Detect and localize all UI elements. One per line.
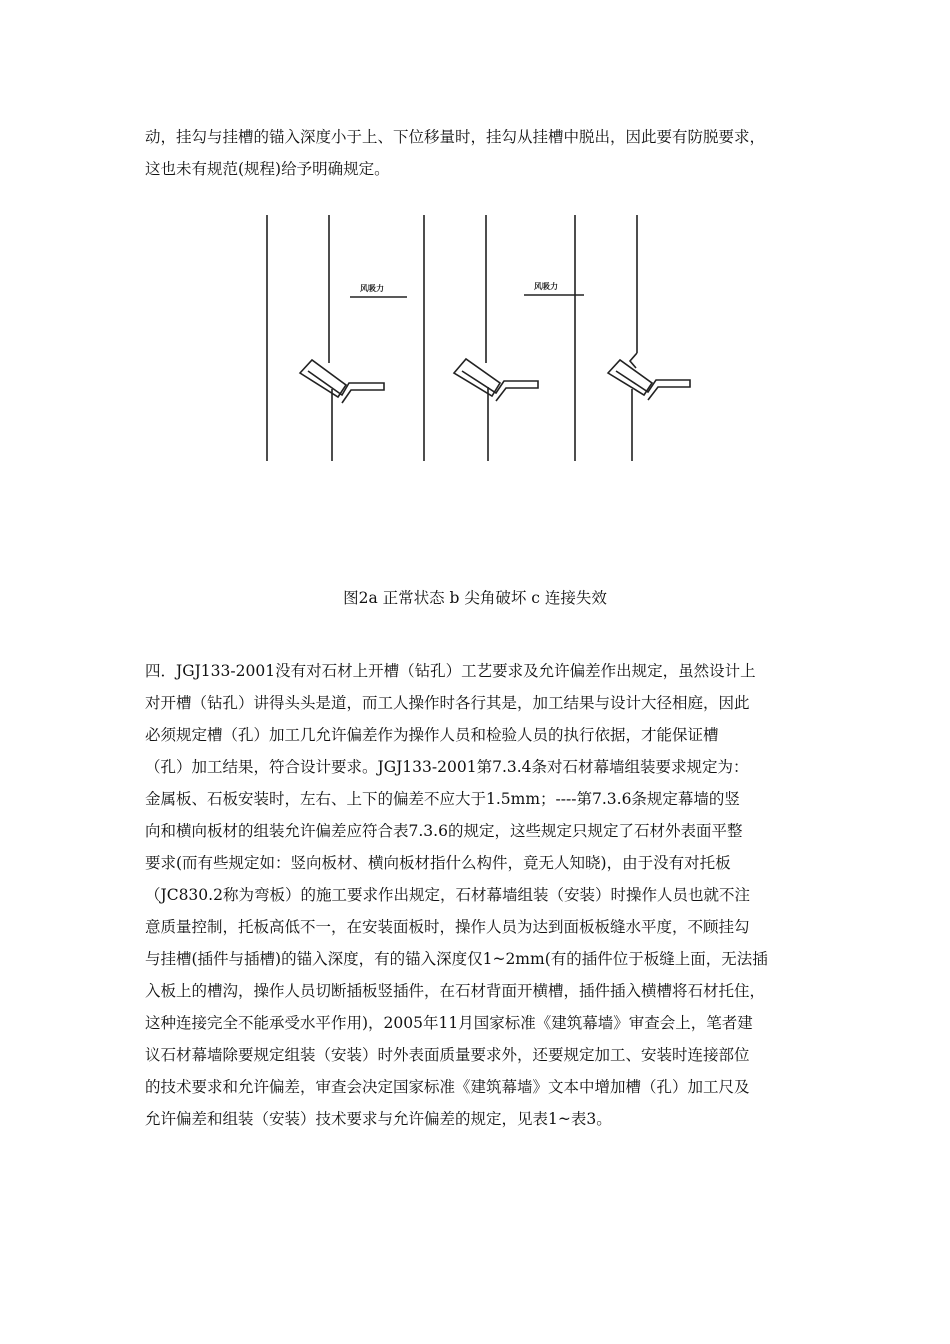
- panel-a-hook: [308, 371, 384, 403]
- text-line: 入板上的槽沟，操作人员切断插板竖插件，在石材背面开横槽，插件插入横槽将石材托住，: [145, 982, 766, 1000]
- text-line: 的技术要求和允许偏差，审查会决定国家标准《建筑幕墙》文本中增加槽（孔）加工尺及: [145, 1078, 750, 1096]
- text-line: 金属板、石板安装时，左右、上下的偏差不应大于1.5mm；----第7.3.6条规定幕墙的竖: [145, 790, 740, 808]
- text-line: 与挂槽(插件与插槽)的锚入深度，有的锚入深度仅1~2mm(有的插件位于板缝上面，无法插: [145, 950, 768, 968]
- figure-caption: 图2a 正常状态 b 尖角破坏 c 连接失效: [343, 589, 607, 607]
- panel-a-slot: [300, 360, 346, 397]
- figure-diagram: [262, 203, 692, 473]
- text-line: 动，挂勾与挂槽的锚入深度小于上、下位移量时，挂勾从挂槽中脱出，因此要有防脱要求，: [145, 128, 766, 146]
- panel-a-wind-label: 风吸力: [360, 284, 384, 293]
- paragraph-continuation: [145, 121, 810, 185]
- text-line: 四．JGJ133-2001没有对石材上开槽（钻孔）工艺要求及允许偏差作出规定，虽然设计上: [145, 662, 756, 680]
- text-line: 意质量控制，托板高低不一，在安装面板时，操作人员为达到面板板缝水平度，不顾挂勾: [145, 918, 750, 936]
- panel-b-wind-label: 风吸力: [534, 282, 558, 291]
- text-line: 向和横向板材的组装允许偏差应符合表7.3.6的规定，这些规定只规定了石材外表面平整: [145, 822, 743, 840]
- text-line: （JC830.2称为弯板）的施工要求作出规定，石材幕墙组装（安装）时操作人员也就不注: [145, 886, 750, 904]
- text-line: 这也未有规范(规程)给予明确规定。: [145, 160, 390, 178]
- text-line: 议石材幕墙除要规定组装（安装）时外表面质量要求外，还要规定加工、安装时连接部位: [145, 1046, 750, 1064]
- panel-c-break: [630, 353, 637, 368]
- paragraph-section-four: [145, 655, 810, 1135]
- panel-b-hook: [462, 371, 538, 401]
- text-line: 允许偏差和组装（安装）技术要求与允许偏差的规定，见表1~表3。: [145, 1110, 612, 1128]
- text-line: （孔）加工结果，符合设计要求。JGJ133-2001第7.3.4条对石材幕墙组装要求规定为：: [145, 758, 749, 776]
- text-line: 必须规定槽（孔）加工几允许偏差作为操作人员和检验人员的执行依据，才能保证槽: [145, 726, 719, 744]
- text-line: 要求(而有些规定如：竖向板材、横向板材指什么构件，竟无人知晓)，由于没有对托板: [145, 854, 731, 872]
- figure-hook-states: [262, 203, 692, 473]
- text-line: 对开槽（钻孔）讲得头头是道，而工人操作时各行其是，加工结果与设计大径相庭，因此: [145, 694, 750, 712]
- text-line: 这种连接完全不能承受水平作用)，2005年11月国家标准《建筑幕墙》审查会上，笔者建: [145, 1014, 753, 1032]
